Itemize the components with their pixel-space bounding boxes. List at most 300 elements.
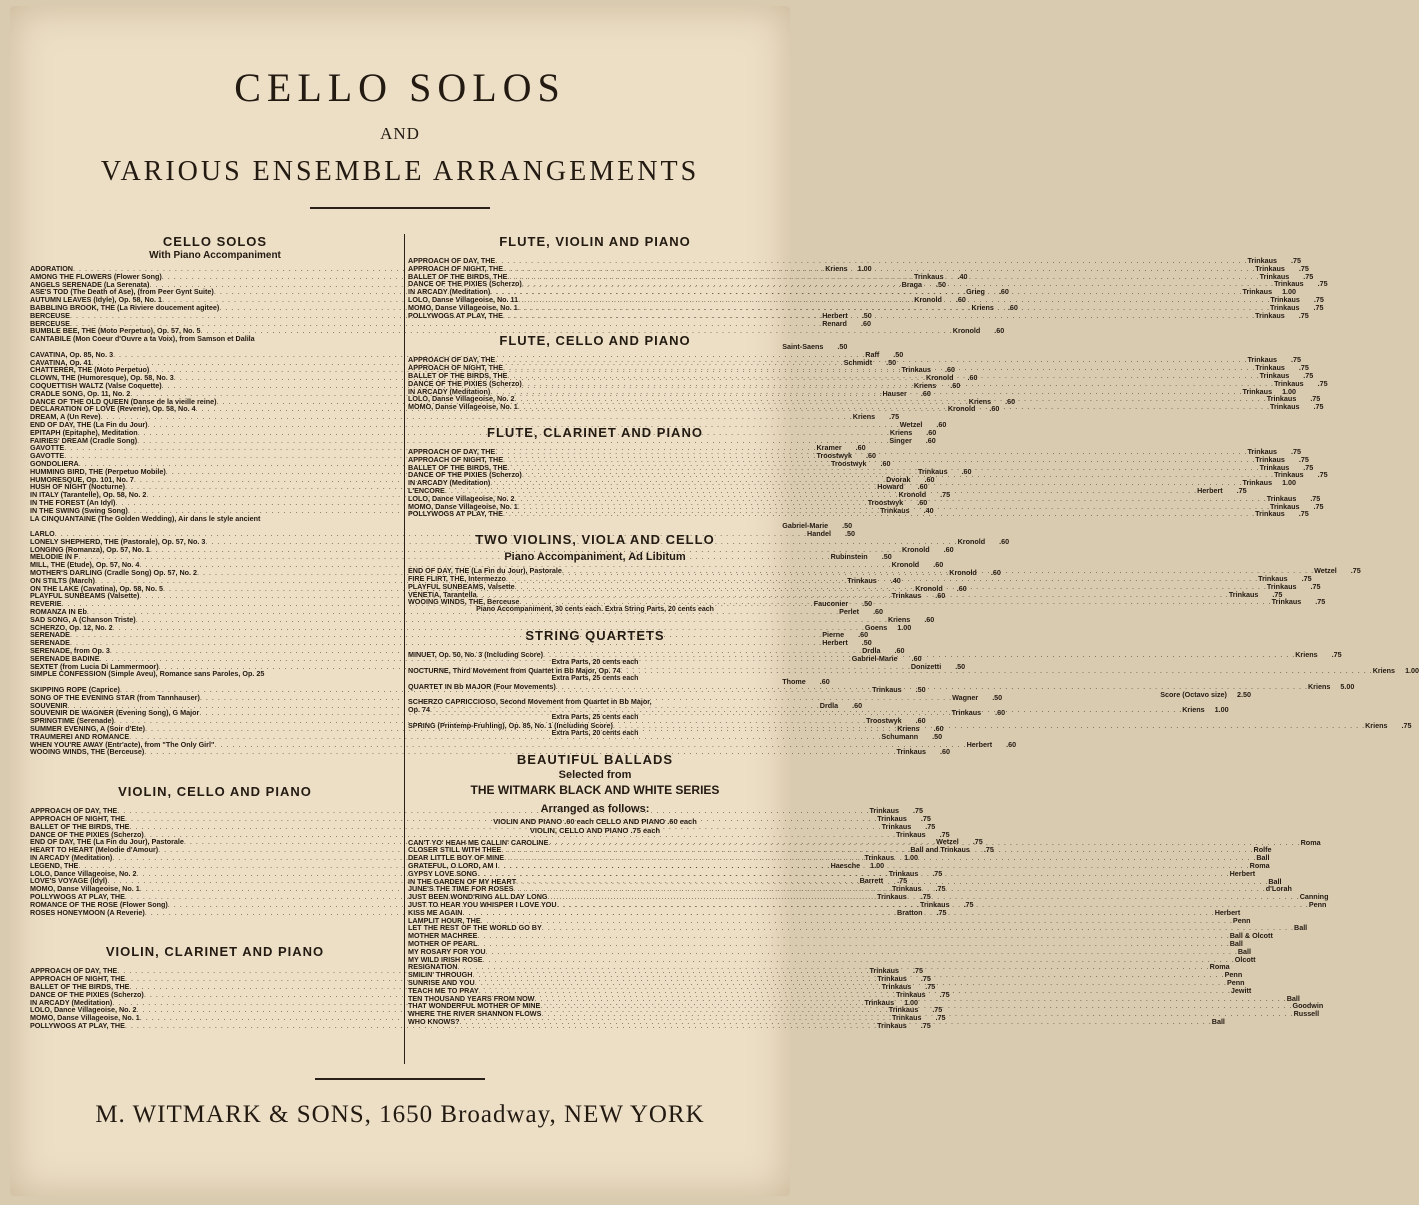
piece-title: DANCE OF THE PIXIES (Scherzo): [30, 829, 144, 839]
price: .60: [956, 583, 967, 593]
composer: Olcott: [1234, 954, 1256, 964]
piece-title: MOTHER OF PEARL: [408, 939, 478, 949]
price: 1.00: [904, 997, 919, 1007]
piece-title: APPROACH OF NIGHT, THE: [408, 363, 504, 373]
section-subheading: Piano Accompaniment, Ad Libitum: [504, 551, 686, 564]
piece-title: BALLET OF THE BIRDS, THE: [30, 821, 130, 831]
piece-title: DANCE OF THE PIXIES (Scherzo): [30, 989, 144, 999]
composer: Renard: [822, 318, 847, 328]
piece-title: IN THE SWING (Swing Song): [30, 505, 128, 515]
price: .75: [1313, 402, 1324, 412]
composer: Kronold: [891, 560, 920, 570]
price: .60: [945, 365, 956, 375]
piece-title: MOTHER MACHREE: [408, 931, 478, 941]
piece-title: SEXTET (from Lucia Di Lammermoor): [30, 661, 159, 671]
composer: Trinkaus: [901, 365, 932, 375]
composer: Handel: [807, 529, 831, 539]
price: .75: [925, 981, 936, 991]
composer: Trinkaus: [881, 821, 912, 831]
piece-title: SIMPLE CONFESSION (Simple Aveu), Romance sans Paroles, Op. 25: [30, 669, 265, 679]
composer: Kriens: [1182, 705, 1205, 715]
piece-title: MOMO, Danse Villageoise, No. 1: [30, 884, 140, 894]
price: .75: [1401, 720, 1412, 730]
composer: Trinkaus: [877, 814, 907, 823]
piece-title: ON THE LAKE (Cavatina), Op. 58, No. 5: [30, 583, 163, 593]
composer: Jewitt: [1230, 985, 1252, 995]
composer: Kriens: [1307, 681, 1331, 691]
section-heading: VIOLIN, CLARINET AND PIANO: [105, 944, 325, 960]
composer: Herbert: [966, 739, 993, 749]
composer: Trinkaus: [877, 974, 907, 984]
price: .50: [936, 279, 947, 289]
composer: Herbert: [1197, 485, 1223, 495]
composer: Trinkaus: [1255, 263, 1285, 273]
composer: Schmidt: [843, 357, 873, 367]
piece-title: APPROACH OF NIGHT, THE: [30, 814, 126, 823]
list-item: [30, 747, 951, 757]
composer: Trinkaus: [1259, 370, 1290, 380]
composer: Trinkaus: [1266, 581, 1297, 591]
composer: Kriens: [1365, 720, 1388, 730]
price: .60: [920, 388, 931, 398]
publisher-imprint: M. WITMARK & SONS, 1650 Broadway, NEW YORK: [95, 1101, 705, 1128]
price: 2.50: [1236, 689, 1251, 699]
piece-title: MOMO, Danse Villageoise, No. 1: [408, 501, 518, 511]
composer: Trinkaus: [951, 708, 982, 718]
composer: Singer: [889, 435, 912, 445]
price: .75: [920, 1020, 931, 1030]
piece-title: THAT WONDERFUL MOTHER OF MINE: [408, 1001, 541, 1011]
piece-title: CANTABILE (Mon Coeur d'Ouvre a ta Voix), from Samson et Dalila: [30, 334, 255, 344]
composer: Trinkaus: [1242, 478, 1273, 488]
composer: Kriens: [897, 724, 920, 734]
composer: Trinkaus: [1228, 589, 1259, 599]
price: .60: [943, 544, 954, 554]
piece-title: TEN THOUSAND YEARS FROM NOW: [408, 993, 535, 1003]
extra-parts-note: Extra Parts, 20 cents each: [551, 729, 639, 737]
price: 1.00: [1282, 287, 1297, 297]
piece-title: EPITAPH (Epitaphe), Meditation: [30, 427, 138, 437]
piece-title: LET THE REST OF THE WORLD GO BY: [408, 923, 542, 933]
section-heading: CELLO SOLOS: [162, 234, 268, 249]
price: .60: [860, 318, 871, 328]
price: .60: [990, 568, 1001, 578]
composer: Herbert: [822, 310, 848, 320]
price: .50: [881, 552, 892, 562]
piece-title: WOOING WINDS, THE, Berceuse: [408, 597, 520, 607]
composer: Kronold: [947, 404, 976, 414]
piece-title: LOLO, Danse Villageoise, No. 2: [408, 394, 515, 404]
price: .75: [935, 884, 946, 894]
price: .60: [950, 380, 961, 390]
piece-title: DANCE OF THE PIXIES (Scherzo): [408, 378, 522, 388]
piece-title: AUTUMN LEAVES (Idyle), Op. 58, No. 1: [30, 295, 163, 305]
composer: Roma: [1300, 837, 1321, 847]
price: .75: [939, 989, 950, 999]
composer: Ball: [1256, 853, 1270, 863]
composer: Trinkaus: [891, 591, 922, 601]
piece-title: SERENADE: [30, 630, 70, 640]
price: .75: [925, 821, 936, 831]
price: .60: [935, 591, 946, 601]
price: .60: [926, 427, 937, 437]
piece-title: BABBLING BROOK, THE (La Riviere doucement agitee): [30, 302, 220, 312]
price: .75: [1317, 279, 1328, 289]
piece-title: SPRING (Printemp-Fruhling), Op. 85, No. 1 (Including Score): [408, 720, 613, 730]
piece-title: DEAR LITTLE BOY OF MINE: [408, 853, 505, 863]
catalog-page: [10, 6, 1419, 1196]
price: .75: [939, 829, 950, 839]
price: .60: [819, 677, 830, 687]
composer: Trinkaus: [1271, 597, 1302, 607]
price: .50: [915, 685, 926, 695]
list-item: [30, 335, 400, 343]
section-heading: STRING QUARTETS: [525, 628, 665, 644]
piece-title: APPROACH OF DAY, THE: [408, 355, 496, 365]
composer: Braga: [901, 279, 923, 289]
piece-title: APPROACH OF NIGHT, THE: [408, 263, 504, 273]
piece-title: CRADLE SONG, Op. 11, No. 2: [30, 388, 131, 398]
price: .75: [920, 891, 931, 901]
composer: Ball: [1294, 923, 1308, 933]
piece-title: DANCE OF THE PIXIES (Scherzo): [408, 470, 522, 480]
piece-title: RESIGNATION: [408, 962, 458, 972]
footer-rule: [315, 1078, 485, 1080]
composer: Wagner: [952, 692, 979, 702]
page-subtitle: VARIOUS ENSEMBLE ARRANGEMENTS: [100, 156, 700, 187]
piece-title: APPROACH OF DAY, THE: [30, 806, 118, 816]
piece-title: DANCE OF THE OLD QUEEN (Danse de la vieille reine): [30, 396, 217, 406]
composer: Trinkaus: [864, 997, 895, 1007]
price: 1.00: [1214, 705, 1229, 715]
price: .60: [925, 435, 936, 445]
piece-title: IN THE GARDEN OF MY HEART: [408, 876, 517, 886]
price: .60: [873, 607, 884, 617]
price: .50: [862, 599, 873, 609]
composer: Rolfe: [1253, 845, 1272, 855]
composer: Haesche: [830, 860, 861, 870]
section-note: Piano Accompaniment, 30 cents each. Extra String Parts, 20 cents each: [476, 606, 714, 614]
price: .60: [989, 404, 1000, 414]
dot-leader: [503, 510, 1255, 518]
composer: Trinkaus: [877, 891, 907, 901]
dot-leader: [518, 403, 1270, 414]
dot-leader: [519, 598, 1271, 609]
ballads-series: THE WITMARK BLACK AND WHITE SERIES: [470, 782, 720, 797]
composer: Drdla: [862, 646, 881, 656]
piece-title: APPROACH OF DAY, THE: [408, 256, 496, 265]
piece-title: END OF DAY, THE (La Fin du Jour), Pastorale: [408, 566, 562, 576]
composer: Trinkaus: [914, 271, 944, 281]
composer: Trinkaus: [1274, 378, 1304, 388]
composer: Trinkaus: [1255, 454, 1285, 464]
piece-title: MOMO, Danse Villageoise, No. 1: [408, 302, 518, 312]
piece-title: APPROACH OF NIGHT, THE: [30, 974, 126, 984]
price: .75: [913, 966, 923, 976]
piece-title: MELODIE IN F: [30, 552, 79, 562]
composer: Schumann: [881, 731, 919, 741]
composer: Trinkaus: [1270, 294, 1300, 304]
dot-leader: [460, 1018, 1212, 1026]
price: .50: [886, 357, 897, 367]
piece-title: JUNE'S THE TIME FOR ROSES: [408, 884, 514, 894]
price: .75: [983, 845, 994, 855]
composer: Ball & Olcott: [1229, 931, 1273, 941]
piece-title: WHO KNOWS?: [408, 1017, 460, 1027]
piece-title: AMONG THE FLOWERS (Flower Song): [30, 271, 162, 281]
composer: Trinkaus: [896, 829, 926, 839]
piece-title: MOTHER'S DARLING (Cradle Song) Op. 57, No. 2: [30, 568, 198, 578]
composer: Ball: [1229, 939, 1243, 949]
composer: Trinkaus: [918, 466, 948, 476]
piece-title: SONG OF THE EVENING STAR (from Tannhauser): [30, 692, 200, 702]
composer: Trinkaus: [896, 747, 927, 757]
piece-title: BERCEUSE: [30, 318, 70, 328]
piece-title: ROMANCE OF THE ROSE (Flower Song): [30, 899, 168, 909]
price: .50: [932, 731, 943, 741]
composer: Kriens: [889, 427, 913, 437]
composer: Troostwyk: [866, 716, 902, 726]
composer: Fauconier: [813, 599, 849, 609]
price: .60: [915, 716, 926, 726]
composer: Herbert: [822, 638, 848, 648]
piece-title: CLOSER STILL WITH THEE: [408, 845, 502, 855]
composer: Donizetti: [910, 661, 942, 671]
piece-title: IN ARCADY (Meditation): [408, 478, 491, 488]
piece-title: SOUVENIR: [30, 700, 68, 710]
piece-title: WHEN YOU'RE AWAY (Entr'acte), from "The Only Girl": [30, 739, 215, 749]
composer: Grieg: [966, 287, 985, 297]
piece-title: ROMANZA IN Eb: [30, 607, 87, 617]
composer: Trinkaus: [877, 1020, 907, 1030]
piece-title: VENETIA, Tarantella: [408, 589, 477, 599]
price: 1.00: [1405, 665, 1419, 675]
price: .50: [955, 661, 966, 671]
price: .60: [917, 497, 928, 507]
composer: Kronold: [957, 536, 986, 546]
composer: Trinkaus: [1269, 501, 1300, 511]
piece-title: WHERE THE RIVER SHANNON FLOWS: [408, 1009, 542, 1019]
price: .75: [1303, 271, 1314, 281]
piece-title: BALLET OF THE BIRDS, THE: [408, 462, 508, 472]
extra-parts-note: Extra Parts, 25 cents each: [551, 713, 639, 721]
price: .60: [995, 708, 1006, 718]
ballads-selected: Selected from: [558, 768, 632, 781]
composer: Troostwyk: [816, 451, 853, 461]
piece-title: IN THE FOREST (An Idyl): [30, 497, 116, 507]
composer: Trinkaus: [1259, 462, 1290, 472]
piece-title: POLLYWOGS AT PLAY, THE: [408, 509, 503, 519]
piece-title: IN ARCADY (Meditation): [30, 852, 113, 862]
price: .60: [855, 443, 866, 453]
section-heading: FLUTE, VIOLIN AND PIANO: [499, 234, 691, 249]
price: .50: [842, 521, 853, 531]
composer: Ball: [1211, 1017, 1225, 1027]
composer: Wetzel: [899, 419, 923, 429]
price: .50: [861, 638, 872, 648]
composer: Kriens: [1295, 650, 1318, 660]
price: .75: [963, 899, 974, 909]
price: .60: [924, 614, 935, 624]
composer: Score (Octavo size): [1160, 689, 1227, 699]
composer: Kriens: [1372, 665, 1396, 675]
ballads-prices-line: VIOLIN, CELLO AND PIANO .75 each: [529, 825, 661, 835]
piece-title: Op. 74: [408, 705, 430, 715]
price: .75: [1272, 589, 1283, 599]
piece-title: BALLET OF THE BIRDS, THE: [408, 370, 508, 380]
piece-title: HUMORESQUE, Op. 101, No. 7: [30, 474, 134, 484]
piece-title: NOCTURNE, Third Movement from Quartet in Bb Major, Op. 74: [408, 665, 621, 675]
piece-title: ADORATION: [30, 264, 73, 273]
price: .75: [1315, 597, 1326, 607]
composer: Perlet: [839, 607, 860, 617]
price: .60: [936, 419, 947, 429]
composer: Herbert: [1229, 868, 1256, 878]
price: .75: [1291, 355, 1301, 365]
piece-title: QUARTET IN Bb MAJOR (Four Movements): [408, 681, 556, 691]
ballads-prices-line: VIOLIN AND PIANO .60 each CELLO AND PIANO .60 each: [493, 816, 697, 826]
composer: Kronold: [902, 544, 930, 554]
composer: Penn: [1232, 915, 1251, 925]
list-item: [30, 670, 400, 678]
piece-title: SUNRISE AND YOU: [408, 978, 475, 988]
price: .75: [1310, 394, 1321, 404]
composer: Trinkaus: [1274, 470, 1304, 480]
piece-title: MOMO, Danse Villageoise, No. 1: [408, 402, 518, 412]
price: .75: [936, 907, 947, 917]
dot-leader: [430, 706, 1182, 714]
price: .75: [932, 1005, 943, 1015]
price: .75: [897, 876, 908, 886]
composer: Penn: [1224, 970, 1243, 980]
composer: Trinkaus: [880, 505, 910, 515]
composer: Trinkaus: [869, 806, 899, 816]
piece-title: LOLO, Dance Villageoise, No. 2: [30, 1005, 137, 1015]
price: 1.00: [1282, 478, 1297, 488]
price: .50: [861, 310, 872, 320]
composer: Trinkaus: [888, 1005, 919, 1015]
piece-title: REVERIE: [30, 599, 62, 609]
price: .75: [1310, 581, 1321, 591]
price: .60: [880, 458, 891, 468]
piece-title: POLLYWOGS AT PLAY, THE: [408, 310, 503, 320]
composer: Wetzel: [936, 837, 959, 847]
piece-title: SOUVENIR DE WAGNER (Evening Song), G Major: [30, 708, 200, 718]
price: 1.00: [1282, 386, 1297, 396]
composer: Trinkaus: [1242, 386, 1273, 396]
composer: Roma: [1249, 861, 1270, 871]
composer: Trinkaus: [1259, 271, 1290, 281]
piece-title: SUMMER EVENING, A (Soir d'Ete): [30, 724, 145, 734]
piece-title: LOLO, Dance Villageoise, No. 2: [30, 868, 137, 878]
price: .50: [992, 692, 1003, 702]
price: 1.00: [857, 264, 872, 273]
composer: Kramer: [816, 443, 842, 453]
section-heading: TWO VIOLINS, VIOLA AND CELLO: [475, 532, 715, 548]
piece-title: ON STILTS (March): [30, 575, 95, 585]
composer: Trinkaus: [1266, 493, 1297, 503]
price: .75: [1298, 363, 1309, 373]
composer: Kronold: [915, 583, 943, 593]
composer: Russell: [1293, 1009, 1320, 1019]
composer: Trinkaus: [1255, 310, 1285, 320]
composer: Wetzel: [1314, 566, 1337, 576]
piece-title: GAVOTTE: [30, 451, 65, 461]
price: .75: [889, 412, 900, 422]
piece-title: HEART TO HEART (Melodie d'Amour): [30, 845, 159, 855]
price: .75: [1331, 650, 1342, 660]
price: .60: [852, 700, 863, 710]
composer: Ball and Trinkaus: [910, 845, 970, 855]
price: .60: [858, 630, 869, 640]
composer: Kriens: [852, 412, 876, 422]
price: .40: [923, 505, 934, 515]
piece-title: APPROACH OF DAY, THE: [30, 966, 118, 976]
price: .60: [955, 295, 966, 305]
price: .60: [998, 287, 1009, 297]
price: .75: [1291, 256, 1301, 265]
piece-title: JUST BEEN WOND'RING ALL DAY LONG: [408, 892, 548, 902]
piece-title: JUST TO HEAR YOU WHISPER I LOVE YOU: [408, 900, 557, 910]
composer: Pierne: [822, 630, 845, 640]
piece-title: LOLO, Danse Villageoise, No. 11: [408, 294, 519, 304]
composer: Herbert: [1214, 907, 1241, 917]
piece-title: MY ROSARY FOR YOU: [408, 946, 486, 956]
piece-title: IN ARCADY (Meditation): [408, 287, 491, 297]
composer: Goodwin: [1292, 1001, 1324, 1011]
composer: Saint-Saens: [782, 341, 824, 351]
composer: Trinkaus: [1255, 363, 1285, 373]
dot-leader: [543, 651, 1295, 659]
composer: Trinkaus: [872, 685, 902, 695]
extra-parts-note: Extra Parts, 20 cents each: [551, 658, 639, 666]
price: .75: [1301, 573, 1312, 583]
price: .75: [1303, 370, 1314, 380]
piece-title: MY WILD IRISH ROSE: [408, 954, 483, 964]
price: .60: [1006, 739, 1017, 749]
price: .75: [1298, 263, 1309, 273]
piece-title: APPROACH OF NIGHT, THE: [408, 454, 504, 464]
header-rule: [310, 207, 490, 209]
piece-title: IN ARCADY (Meditation): [30, 997, 113, 1007]
price: .75: [1298, 310, 1309, 320]
composer: Kronold: [949, 568, 977, 578]
composer: Howard: [877, 482, 904, 492]
piece-title: MOMO, Danse Villageoise, No. 1: [30, 1013, 140, 1023]
composer: Trinkaus: [888, 868, 919, 878]
price: .60: [911, 653, 922, 663]
piece-title: ANGELS SERENADE (La Serenata): [30, 279, 150, 289]
piece-title: COQUETTISH WALTZ (Valse Coquette): [30, 380, 162, 390]
price: 5.00: [1340, 681, 1355, 691]
price: 1.00: [904, 852, 919, 862]
price: 1.00: [870, 860, 885, 870]
price: .75: [1303, 462, 1314, 472]
composer: Kronold: [898, 490, 927, 500]
composer: Trinkaus: [920, 899, 950, 909]
price: .75: [1291, 446, 1301, 456]
extra-parts-note: Extra Parts, 25 cents each: [551, 674, 639, 682]
piece-title: FIRE FLIRT, THE, Intermezzo: [408, 573, 506, 583]
dot-leader: [620, 667, 1372, 675]
piece-title: GYPSY LOVE SONG: [408, 868, 478, 878]
composer: Dvorak: [886, 474, 911, 484]
title-conjunction: AND: [380, 124, 420, 143]
composer: Kronold: [926, 373, 954, 383]
piece-title: L'ENCORE: [408, 485, 445, 495]
composer: Trinkaus: [1242, 287, 1273, 297]
piece-title: GAVOTTE: [30, 443, 65, 453]
